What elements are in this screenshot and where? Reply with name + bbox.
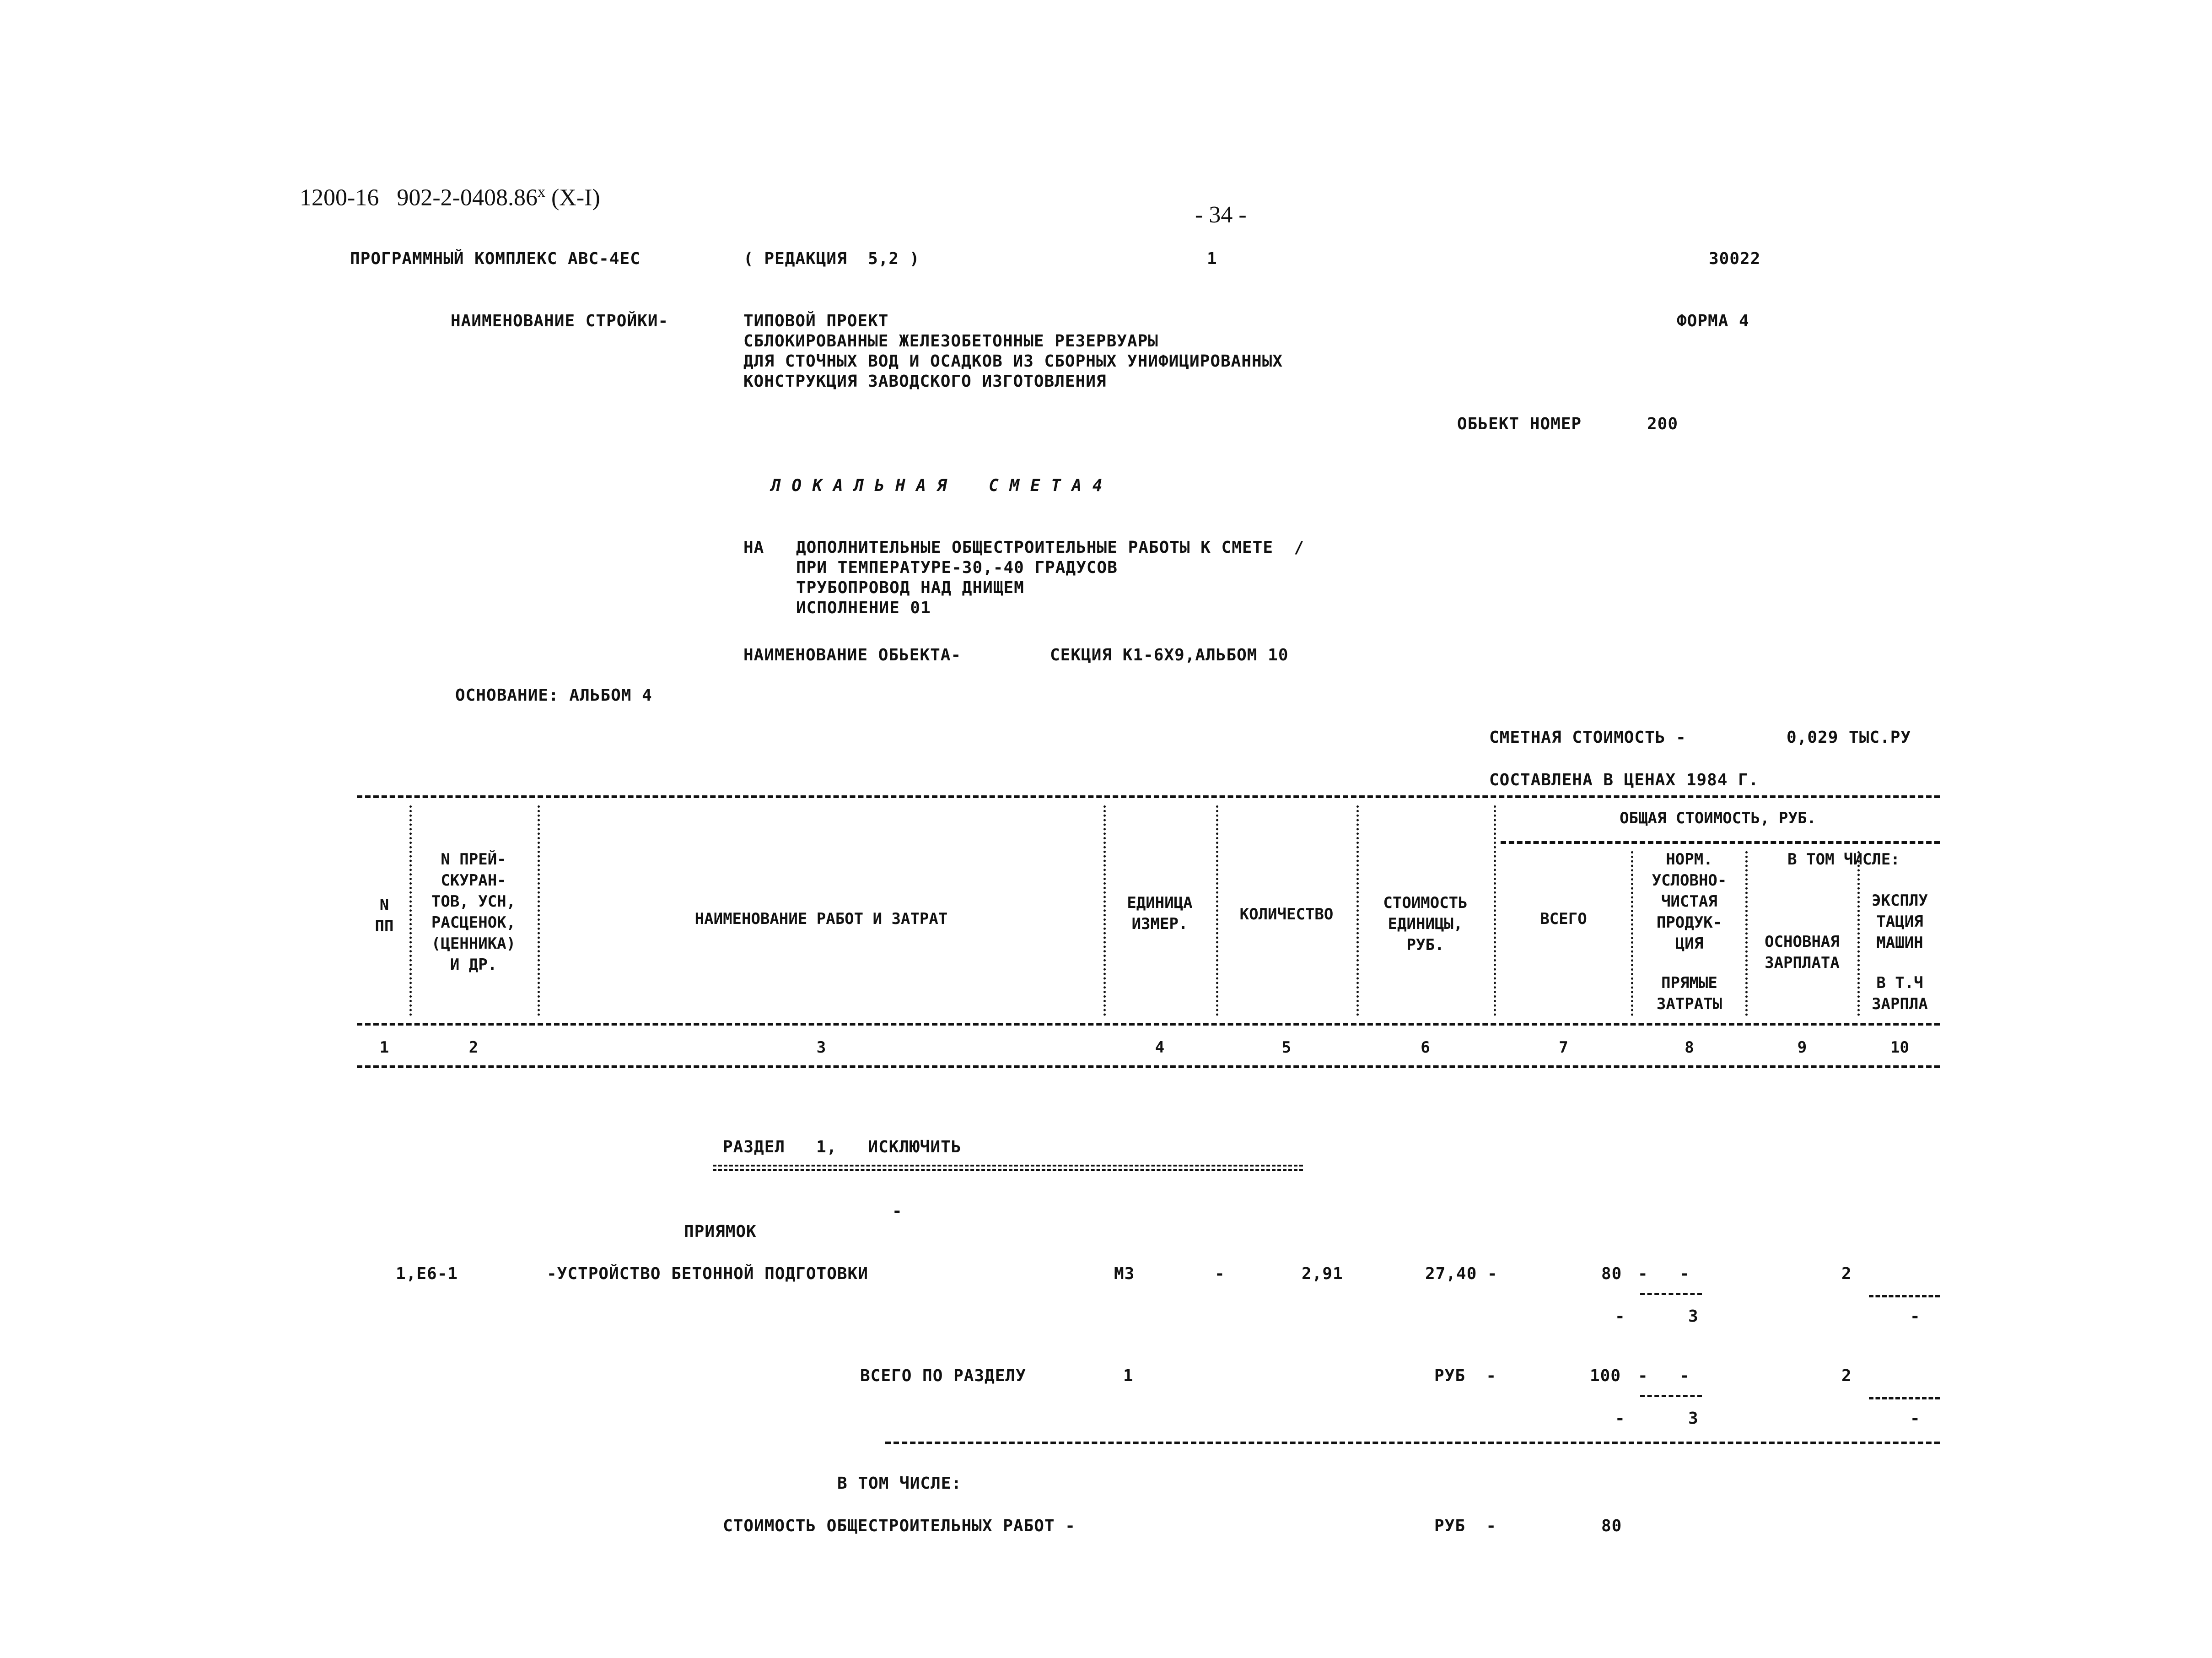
row-norm: - - [1638,1264,1690,1283]
total-cost-group-header: ОБЩАЯ СТОИМОСТЬ, РУБ. [1620,809,1816,827]
estimated-cost-value: 0,029 ТЫС.РУ [1787,728,1911,747]
column-number: 3 [816,1038,826,1057]
purpose-line: ТРУБОПРОВОД НАД ДНИЩЕМ [796,578,1024,597]
col-direct-cost-header: ПРЯМЫЕ ЗАТРАТЫ [1656,974,1722,1013]
general-construction-cost-label: СТОИМОСТЬ ОБЩЕСТРОИТЕЛЬНЫХ РАБОТ - [723,1517,1076,1535]
object-name-value: СЕКЦИЯ К1-6Х9,АЛЬБОМ 10 [1050,646,1289,664]
document-number: 30022 [1709,249,1761,268]
row-dash: - [1215,1264,1225,1283]
purpose-line: ИСПОЛНЕНИЕ 01 [796,599,931,617]
column-number: 7 [1559,1038,1568,1057]
construction-line: ДЛЯ СТОЧНЫХ ВОД И ОСАДКОВ ИЗ СБОРНЫХ УНИФИЦИРОВАННЫХ [743,352,1283,371]
column-number: 2 [468,1038,479,1057]
col-price-ref-header: N ПРЕЙ- СКУРАН- ТОВ, УСН, РАСЦЕНОК, (ЦЕННИКА) И ДР. [431,850,516,974]
section-total-number: 1 [1123,1366,1134,1385]
row-unit-cost: 27,40 - [1425,1264,1498,1283]
construction-line: КОНСТРУКЦИЯ ЗАВОДСКОГО ИЗГОТОВЛЕНИЯ [743,372,1107,391]
price-basis: СОСТАВЛЕНА В ЦЕНАХ 1984 Г. [1489,771,1759,789]
section-total-norm: - - [1638,1366,1690,1385]
total-sub-rule [1869,1397,1940,1399]
row-sub-mid: 3 [1688,1307,1699,1326]
row-unit: М3 [1114,1264,1135,1283]
row-sub-rule [1869,1295,1940,1297]
column-number: 8 [1685,1038,1694,1057]
section-total-unit: РУБ - [1434,1366,1497,1385]
column-number: 4 [1155,1038,1165,1057]
general-construction-cost-unit: РУБ - [1434,1517,1497,1535]
object-name-label: НАИМЕНОВАНИЕ ОБЬЕКТА- [743,646,962,664]
construction-line: СБЛОКИРОВАННЫЕ ЖЕЛЕЗОБЕТОННЫЕ РЕЗЕРВУАРЫ [743,332,1158,351]
row-salary: 2 [1841,1264,1852,1283]
section-underline [713,1165,1303,1171]
column-number: 6 [1421,1038,1430,1057]
estimated-cost-label: СМЕТНАЯ СТОИМОСТЬ - [1489,728,1686,747]
section-total-sub-left: - [1615,1409,1625,1428]
table-top-rule [357,795,1940,798]
object-number-value: 200 [1647,415,1679,433]
including-label: В ТОМ ЧИСЛЕ: [837,1474,962,1493]
row-sub-right: - [1910,1307,1921,1326]
row-name: -УСТРОЙСТВО БЕТОННОЙ ПОДГОТОВКИ [547,1264,868,1283]
section-total-value: 100 [1590,1366,1621,1385]
including-group-header: В ТОМ ЧИСЛЕ: [1787,850,1900,869]
section-total-salary: 2 [1841,1366,1852,1385]
row-code: 1,Е6-1 [396,1264,458,1283]
page-number: - 34 - [1195,202,1247,228]
row-sub-rule [1640,1293,1702,1295]
purpose-prefix: НА [743,538,764,557]
col-machines-salary-header: В Т.Ч ЗАРПЛА [1872,974,1928,1013]
object-number-label: ОБЬЕКТ НОМЕР [1457,415,1582,433]
form-label: ФОРМА 4 [1677,312,1749,330]
col-unit-cost-header: СТОИМОСТЬ ЕДИНИЦЫ, РУБ. [1383,894,1468,954]
construction-line: ТИПОВОЙ ПРОЕКТ [743,312,889,330]
total-group-rule [1501,841,1940,844]
column-number: 9 [1797,1038,1807,1057]
row-quantity: 2,91 [1302,1264,1343,1283]
column-number: 1 [379,1038,389,1057]
basis: ОСНОВАНИЕ: АЛЬБОМ 4 [455,686,652,705]
col-number-header: N ПП [375,896,394,935]
header-bottom-rule [357,1023,1940,1026]
purpose-line: ПРИ ТЕМПЕРАТУРЕ-30,-40 ГРАДУСОВ [796,558,1118,577]
col-norm-header: НОРМ. УСЛОВНО- ЧИСТАЯ ПРОДУК- ЦИЯ [1652,850,1727,953]
column-number: 10 [1890,1038,1909,1057]
dot-mark: - [892,1202,903,1221]
col-quantity-header: КОЛИЧЕСТВО [1239,905,1334,924]
purpose-line: ДОПОЛНИТЕЛЬНЫЕ ОБЩЕСТРОИТЕЛЬНЫЕ РАБОТЫ К СМЕТЕ / [796,538,1305,557]
edition: ( РЕДАКЦИЯ 5,2 ) [743,249,920,268]
section-total-sub-right: - [1910,1409,1921,1428]
col-unit-header: ЕДИНИЦА ИЗМЕР. [1127,894,1193,933]
row-total: 80 [1601,1264,1622,1283]
section-title: РАЗДЕЛ 1, ИСКЛЮЧИТЬ [723,1138,962,1156]
row-sub-left: - [1615,1307,1625,1326]
col-salary-header: ОСНОВНАЯ ЗАРПЛАТА [1765,933,1840,972]
section-subtitle: ПРИЯМОК [684,1222,757,1241]
document-code: 1200-16 $902-2-0408.86^х$ (X-I) [300,184,600,211]
estimate-title: Л О К А Л Ь Н А Я С М Е Т А 4 [771,476,1103,495]
column-number: 5 [1281,1038,1292,1057]
col-work-name-header: НАИМЕНОВАНИЕ РАБОТ И ЗАТРАТ [694,910,948,928]
col-total-header: ВСЕГО [1540,910,1587,928]
program-name: ПРОГРАММНЫЙ КОМПЛЕКС АВС-4ЕС [350,249,640,268]
col-machines-header: ЭКСПЛУ ТАЦИЯ МАШИН [1872,891,1928,952]
general-construction-cost-value: 80 [1601,1517,1622,1535]
section-total-sub-mid: 3 [1688,1409,1699,1428]
totals-bottom-rule [885,1442,1940,1444]
total-sub-rule [1640,1395,1702,1397]
section-total-label: ВСЕГО ПО РАЗДЕЛУ [860,1366,1026,1385]
construction-label: НАИМЕНОВАНИЕ СТРОЙКИ- [451,312,669,330]
sheet-number: 1 [1207,249,1217,268]
numbers-bottom-rule [357,1065,1940,1068]
